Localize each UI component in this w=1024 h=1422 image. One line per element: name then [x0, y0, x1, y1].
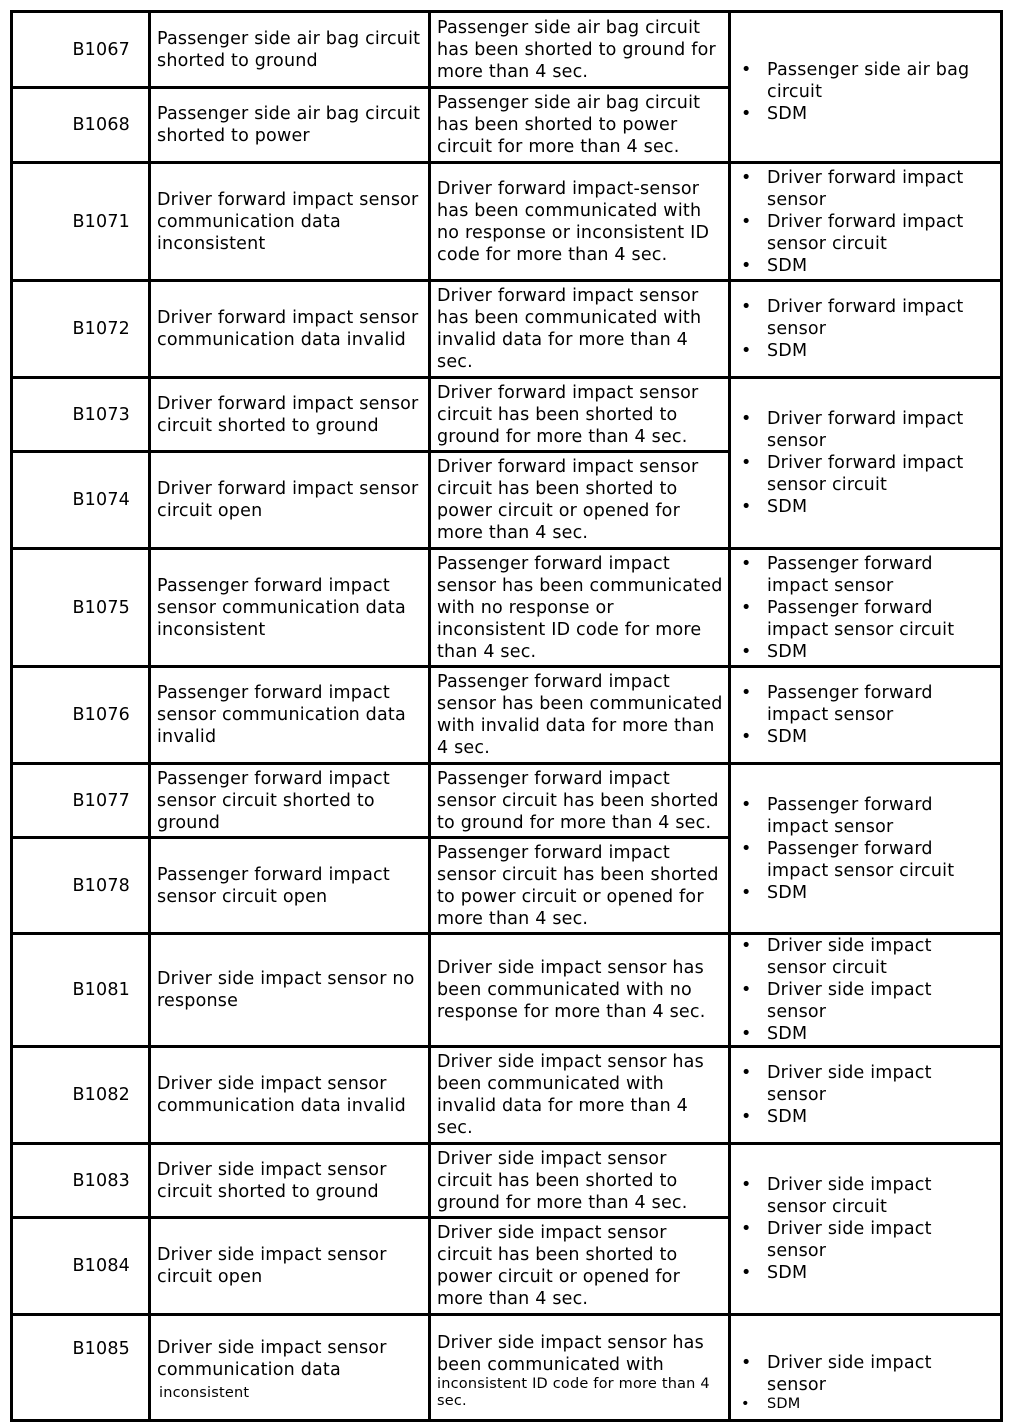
list-item: • Passenger side air bag circuit — [737, 59, 996, 103]
table-row — [12, 12, 1002, 88]
list-item: • Passenger forward impact sensor circuit — [737, 838, 996, 882]
dtc-name: Driver forward impact sensor communication data inconsistent — [150, 163, 430, 281]
list-item: • Driver side impact sensor — [737, 1218, 996, 1262]
dtc-code: B1077 — [12, 764, 150, 838]
dtc-possible-cause — [730, 281, 1002, 378]
dtc-code: B1071 — [12, 163, 150, 281]
dtc-code: B1067 — [12, 12, 150, 88]
dtc-condition: Passenger forward impact sensor circuit has been shorted to ground for more than 4 sec. — [430, 764, 730, 838]
list-item: • SDM — [737, 103, 996, 125]
table-row — [12, 764, 1002, 838]
list-item: • Driver side impact sensor — [737, 1352, 996, 1396]
dtc-condition: Driver forward impact sensor circuit has been shorted to ground for more than 4 sec. — [430, 378, 730, 452]
dtc-code: B1085 — [12, 1315, 150, 1421]
list-item: • Driver forward impact sensor circuit — [737, 211, 996, 255]
dtc-name: Passenger forward impact sensor circuit open — [150, 838, 430, 934]
dtc-condition: Driver forward impact-sensor has been communicated with no response or inconsistent ID code for more than 4 sec. — [430, 163, 730, 281]
dtc-condition: Passenger forward impact sensor has been communicated with invalid data for more than 4 sec. — [430, 667, 730, 764]
list-item: • SDM — [737, 1396, 996, 1413]
list-item: • Passenger forward impact sensor — [737, 682, 996, 726]
dtc-possible-cause — [730, 1144, 1002, 1315]
list-item: • Passenger forward impact sensor — [737, 794, 996, 838]
table-row — [12, 1315, 1002, 1421]
dtc-code: B1074 — [12, 452, 150, 549]
dtc-name: Driver forward impact sensor circuit shorted to ground — [150, 378, 430, 452]
list-item: • Driver forward impact sensor — [737, 408, 996, 452]
list-item: • Driver side impact sensor circuit — [737, 1174, 996, 1218]
dtc-condition: Passenger forward impact sensor circuit has been shorted to power circuit or opened for more than 4 sec. — [430, 838, 730, 934]
list-item: • Passenger forward impact sensor circuit — [737, 597, 996, 641]
list-item: • Driver side impact sensor circuit — [737, 935, 996, 979]
dtc-possible-cause — [730, 934, 1002, 1047]
list-item: • Driver forward impact sensor circuit — [737, 452, 996, 496]
list-item: • SDM — [737, 1023, 996, 1045]
dtc-condition: Driver side impact sensor circuit has been shorted to power circuit or opened for more than 4 sec. — [430, 1218, 730, 1315]
dtc-code: B1082 — [12, 1047, 150, 1144]
dtc-name: Driver forward impact sensor circuit open — [150, 452, 430, 549]
dtc-possible-cause — [730, 1315, 1002, 1421]
table-row — [12, 1144, 1002, 1218]
list-item: • Driver side impact sensor — [737, 1062, 996, 1106]
list-item: • SDM — [737, 726, 996, 748]
list-item: • SDM — [737, 496, 996, 518]
dtc-name-main: Driver side impact sensor communication data — [157, 1337, 387, 1380]
dtc-name: Passenger forward impact sensor circuit shorted to ground — [150, 764, 430, 838]
table-row — [12, 549, 1002, 667]
dtc-name: Driver side impact sensor communication data invalid — [150, 1047, 430, 1144]
table-row — [12, 281, 1002, 378]
dtc-possible-cause — [730, 1047, 1002, 1144]
dtc-name — [150, 1315, 430, 1421]
dtc-condition: Driver side impact sensor circuit has been shorted to ground for more than 4 sec. — [430, 1144, 730, 1218]
dtc-table — [10, 10, 1003, 1422]
dtc-possible-cause — [730, 12, 1002, 163]
dtc-condition: Driver forward impact sensor has been communicated with invalid data for more than 4 sec. — [430, 281, 730, 378]
dtc-condition: Passenger forward impact sensor has been communicated with no response or inconsistent ID code for more than 4 sec. — [430, 549, 730, 667]
table-row — [12, 1047, 1002, 1144]
dtc-condition-small: inconsistent ID code for more than 4 sec. — [437, 1376, 710, 1409]
list-item: • Driver forward impact sensor — [737, 296, 996, 340]
table-row — [12, 667, 1002, 764]
dtc-name: Driver side impact sensor no response — [150, 934, 430, 1047]
dtc-condition: Driver side impact sensor has been communicated with no response for more than 4 sec. — [430, 934, 730, 1047]
dtc-name: Driver forward impact sensor communication data invalid — [150, 281, 430, 378]
list-item: • SDM — [737, 882, 996, 904]
dtc-possible-cause — [730, 764, 1002, 934]
dtc-condition: Driver side impact sensor has been communicated with invalid data for more than 4 sec. — [430, 1047, 730, 1144]
dtc-name-small: inconsistent — [159, 1384, 250, 1401]
dtc-name: Passenger forward impact sensor communication data invalid — [150, 667, 430, 764]
dtc-name: Driver side impact sensor circuit shorted to ground — [150, 1144, 430, 1218]
dtc-code: B1084 — [12, 1218, 150, 1315]
dtc-name: Passenger side air bag circuit shorted to power — [150, 88, 430, 163]
dtc-possible-cause — [730, 378, 1002, 549]
list-item: • Driver forward impact sensor — [737, 167, 996, 211]
dtc-code: B1075 — [12, 549, 150, 667]
dtc-code: B1072 — [12, 281, 150, 378]
list-item: • SDM — [737, 340, 996, 362]
dtc-code: B1078 — [12, 838, 150, 934]
dtc-possible-cause — [730, 163, 1002, 281]
dtc-name: Passenger forward impact sensor communication data inconsistent — [150, 549, 430, 667]
list-item: • SDM — [737, 255, 996, 277]
dtc-condition: Passenger side air bag circuit has been shorted to power circuit for more than 4 sec. — [430, 88, 730, 163]
dtc-possible-cause — [730, 549, 1002, 667]
dtc-possible-cause — [730, 667, 1002, 764]
dtc-code: B1083 — [12, 1144, 150, 1218]
table-row — [12, 378, 1002, 452]
table-row — [12, 163, 1002, 281]
list-item: • SDM — [737, 641, 996, 663]
dtc-name: Passenger side air bag circuit shorted to ground — [150, 12, 430, 88]
dtc-condition: Driver forward impact sensor circuit has been shorted to power circuit or opened for more than 4 sec. — [430, 452, 730, 549]
list-item: • SDM — [737, 1262, 996, 1284]
list-item: • Passenger forward impact sensor — [737, 553, 996, 597]
dtc-code: B1068 — [12, 88, 150, 163]
dtc-code: B1081 — [12, 934, 150, 1047]
dtc-condition: Passenger side air bag circuit has been shorted to ground for more than 4 sec. — [430, 12, 730, 88]
dtc-code: B1076 — [12, 667, 150, 764]
list-item: • Driver side impact sensor — [737, 979, 996, 1023]
dtc-name: Driver side impact sensor circuit open — [150, 1218, 430, 1315]
dtc-code: B1073 — [12, 378, 150, 452]
dtc-condition-main: Driver side impact sensor has been communicated with — [437, 1333, 704, 1375]
dtc-condition — [430, 1315, 730, 1421]
table-row — [12, 934, 1002, 1047]
list-item: • SDM — [737, 1106, 996, 1128]
